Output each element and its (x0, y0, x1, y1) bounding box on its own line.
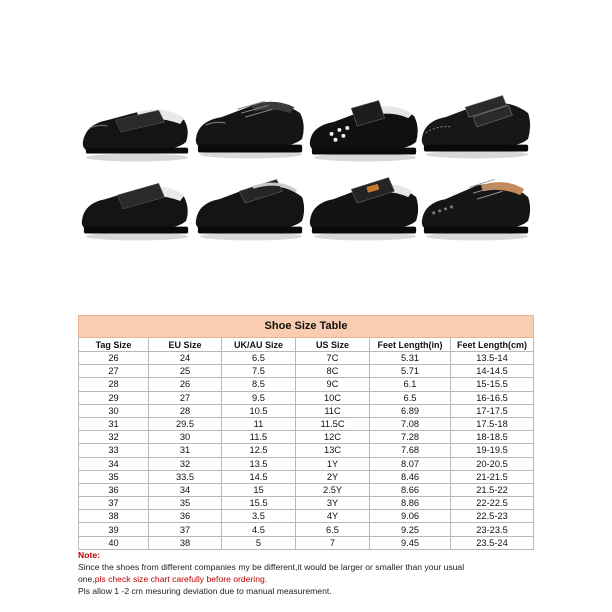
table-cell: 15.5 (222, 497, 296, 510)
table-cell: 11.5C (296, 417, 370, 430)
table-cell: 33 (79, 444, 149, 457)
table-cell: 18-18.5 (451, 431, 534, 444)
table-cell: 37 (79, 497, 149, 510)
table-cell: 27 (79, 365, 149, 378)
table-cell: 8.5 (222, 378, 296, 391)
table-row (79, 378, 534, 391)
table-cell: 34 (149, 483, 222, 496)
shoe-image (418, 167, 536, 242)
table-row (79, 536, 534, 549)
size-note (78, 549, 538, 597)
table-row (79, 417, 534, 430)
table-cell: 7 (296, 536, 370, 549)
table-cell: 39 (79, 523, 149, 536)
table-cell: 31 (79, 417, 149, 430)
table-cell: 26 (79, 352, 149, 365)
table-cell: 5.31 (370, 352, 451, 365)
table-row (79, 365, 534, 378)
column-header: Feet Length(in) (370, 338, 451, 352)
table-cell: 29.5 (149, 417, 222, 430)
table-cell: 25 (149, 365, 222, 378)
shoe-image (192, 85, 310, 160)
table-cell: 6.89 (370, 404, 451, 417)
table-cell: 2Y (296, 470, 370, 483)
table-row (79, 483, 534, 496)
column-header: EU Size (149, 338, 222, 352)
table-cell: 38 (149, 536, 222, 549)
table-cell: 11 (222, 417, 296, 430)
table-cell: 31 (149, 444, 222, 457)
table-cell: 4.5 (222, 523, 296, 536)
table-cell: 11.5 (222, 431, 296, 444)
column-header: Tag Size (79, 338, 149, 352)
table-row (79, 352, 534, 365)
table-cell: 11C (296, 404, 370, 417)
table-cell: 12.5 (222, 444, 296, 457)
table-cell: 13C (296, 444, 370, 457)
note-line-1: Since the shoes from different companies my be different,it would be larger or smaller than your usual (78, 562, 465, 572)
table-cell: 6.5 (222, 352, 296, 365)
table-cell: 14-14.5 (451, 365, 534, 378)
product-image-grid (70, 85, 540, 245)
table-cell: 7.28 (370, 431, 451, 444)
table-cell: 22-22.5 (451, 497, 534, 510)
note-line-3: Pls allow 1 -2 cm mesuring deviation due to manual measurement. (78, 586, 332, 596)
table-cell: 3.5 (222, 510, 296, 523)
table-cell: 2.5Y (296, 483, 370, 496)
shoe-image (78, 167, 196, 242)
shoe-image (306, 167, 424, 242)
table-cell: 3Y (296, 497, 370, 510)
table-cell: 19-19.5 (451, 444, 534, 457)
table-title: Shoe Size Table (79, 316, 534, 338)
table-cell: 32 (79, 431, 149, 444)
shoe-image (418, 85, 536, 160)
table-cell: 36 (149, 510, 222, 523)
table-row (79, 510, 534, 523)
table-cell: 35 (149, 497, 222, 510)
table-cell: 9.06 (370, 510, 451, 523)
table-cell: 7C (296, 352, 370, 365)
table-row (79, 404, 534, 417)
table-cell: 7.08 (370, 417, 451, 430)
table-cell: 7.5 (222, 365, 296, 378)
note-warning: pls check size chart carefully before ordering. (94, 574, 268, 584)
table-cell: 15 (222, 483, 296, 496)
note-line-2 (78, 573, 538, 585)
table-cell: 21.5-22 (451, 483, 534, 496)
table-cell: 28 (149, 404, 222, 417)
table-cell: 13.5 (222, 457, 296, 470)
table-row (79, 457, 534, 470)
table-cell: 6.1 (370, 378, 451, 391)
size-table (78, 315, 534, 550)
table-row (79, 497, 534, 510)
table-cell: 9C (296, 378, 370, 391)
table-cell: 24 (149, 352, 222, 365)
table-cell: 4Y (296, 510, 370, 523)
table-cell: 5 (222, 536, 296, 549)
table-cell: 6.5 (296, 523, 370, 536)
table-cell: 8.86 (370, 497, 451, 510)
table-cell: 38 (79, 510, 149, 523)
table-cell: 12C (296, 431, 370, 444)
table-header-row (79, 338, 534, 352)
table-cell: 15-15.5 (451, 378, 534, 391)
table-cell: 35 (79, 470, 149, 483)
column-header: Feet Length(cm) (451, 338, 534, 352)
table-cell: 5.71 (370, 365, 451, 378)
table-cell: 8.07 (370, 457, 451, 470)
table-row (79, 391, 534, 404)
column-header: US Size (296, 338, 370, 352)
table-row (79, 431, 534, 444)
table-cell: 33.5 (149, 470, 222, 483)
shoe-image (78, 90, 196, 165)
size-chart (78, 315, 533, 550)
table-cell: 6.5 (370, 391, 451, 404)
shoe-image (306, 88, 424, 163)
table-cell: 34 (79, 457, 149, 470)
table-row (79, 523, 534, 536)
table-cell: 10.5 (222, 404, 296, 417)
table-cell: 27 (149, 391, 222, 404)
table-cell: 32 (149, 457, 222, 470)
table-cell: 8C (296, 365, 370, 378)
table-cell: 7.68 (370, 444, 451, 457)
table-cell: 36 (79, 483, 149, 496)
table-cell: 8.66 (370, 483, 451, 496)
table-cell: 8.46 (370, 470, 451, 483)
table-cell: 29 (79, 391, 149, 404)
table-cell: 23.5-24 (451, 536, 534, 549)
table-cell: 14.5 (222, 470, 296, 483)
table-cell: 21-21.5 (451, 470, 534, 483)
table-row (79, 444, 534, 457)
note-line-2-text: one, (78, 574, 95, 584)
table-cell: 40 (79, 536, 149, 549)
column-header: UK/AU Size (222, 338, 296, 352)
table-row (79, 470, 534, 483)
table-cell: 1Y (296, 457, 370, 470)
table-cell: 13.5-14 (451, 352, 534, 365)
note-title: Note: (78, 550, 100, 560)
table-cell: 26 (149, 378, 222, 391)
table-cell: 9.5 (222, 391, 296, 404)
table-cell: 30 (149, 431, 222, 444)
shoe-image (192, 167, 310, 242)
table-cell: 16-16.5 (451, 391, 534, 404)
table-cell: 23-23.5 (451, 523, 534, 536)
table-cell: 20-20.5 (451, 457, 534, 470)
table-cell: 17.5-18 (451, 417, 534, 430)
table-cell: 9.45 (370, 536, 451, 549)
table-cell: 10C (296, 391, 370, 404)
table-cell: 37 (149, 523, 222, 536)
table-cell: 30 (79, 404, 149, 417)
table-cell: 17-17.5 (451, 404, 534, 417)
table-cell: 28 (79, 378, 149, 391)
table-cell: 22.5-23 (451, 510, 534, 523)
table-cell: 9.25 (370, 523, 451, 536)
